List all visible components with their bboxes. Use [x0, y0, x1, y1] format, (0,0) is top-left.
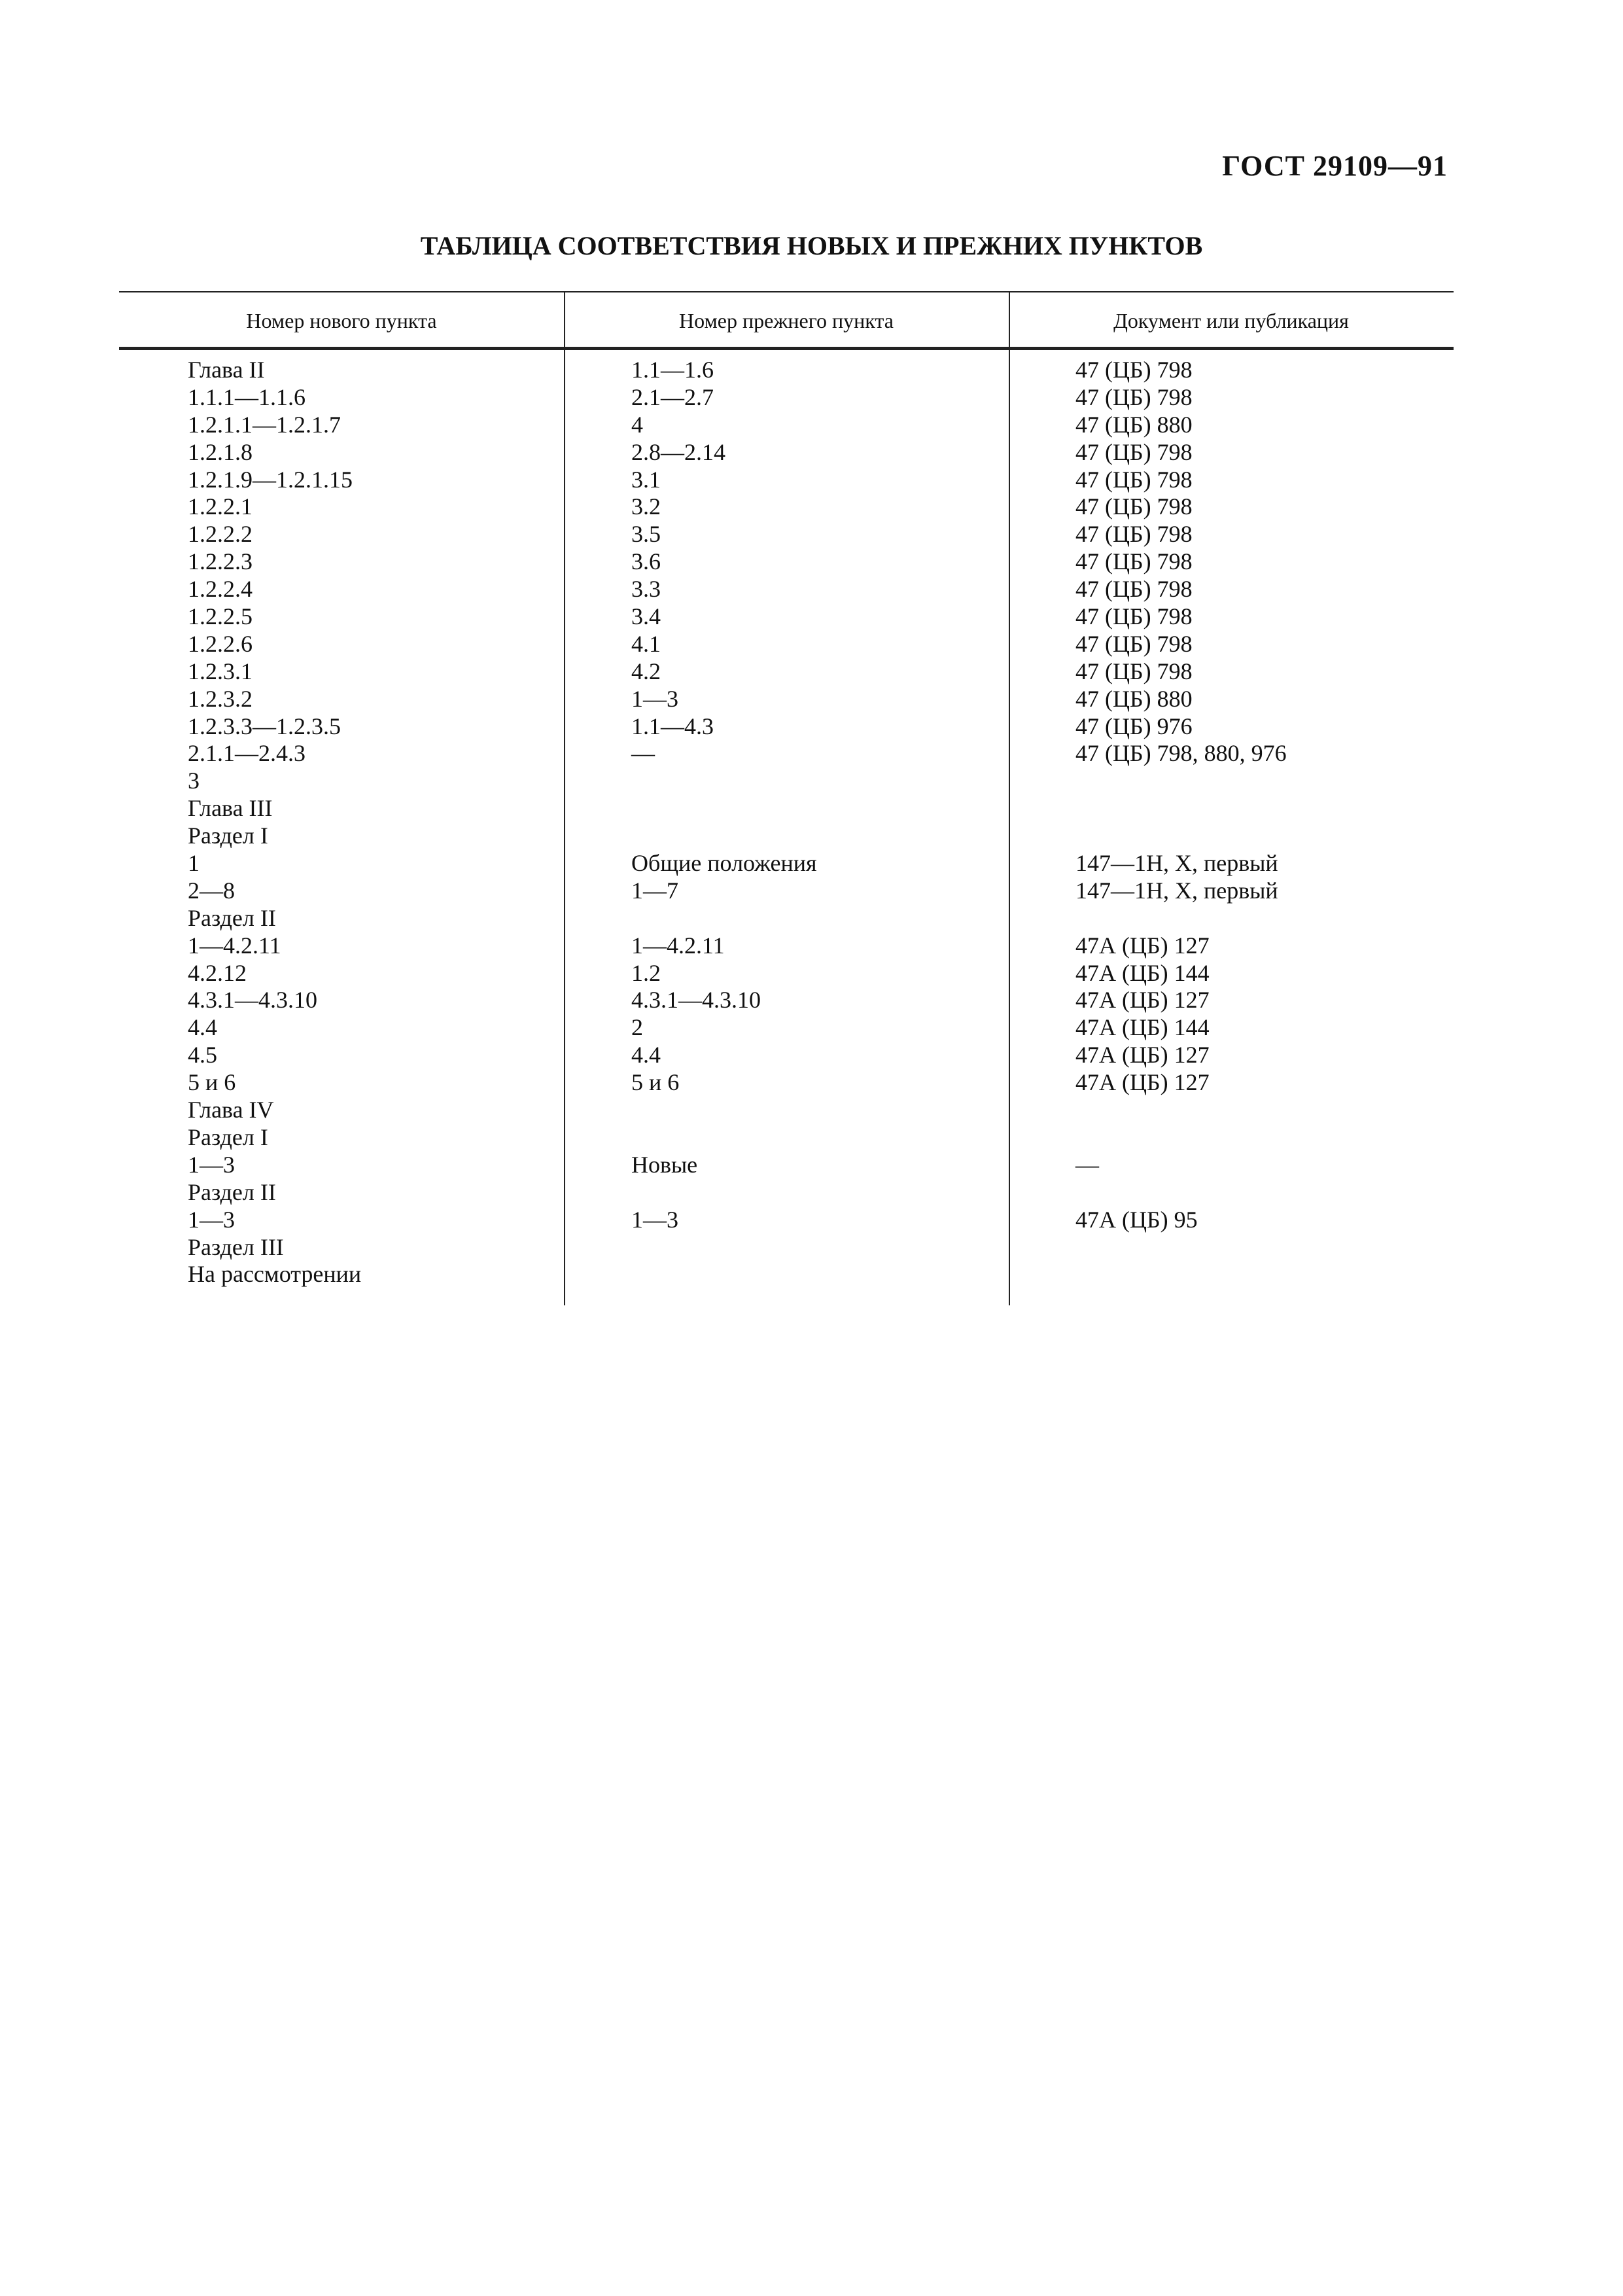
- table-row: [119, 1234, 1454, 1262]
- cell-document: 47А (ЦБ) 95: [1075, 1206, 1198, 1233]
- cell-old-item: 1.1—4.3: [631, 713, 714, 739]
- cell-document: 47 (ЦБ) 798: [1075, 603, 1193, 630]
- cell-old-item: —: [631, 740, 655, 767]
- cell-old-item: 1.1—1.6: [631, 357, 714, 383]
- cell-new-item: Раздел III: [188, 1233, 284, 1260]
- cell-new-item: 1.2.2.2: [188, 521, 253, 548]
- table-row: [119, 1097, 1454, 1124]
- cell-old-item: 1—3: [631, 1206, 678, 1233]
- column-header-document: Документ или публикация: [1113, 309, 1349, 332]
- cell-new-item: 4.4: [188, 1014, 217, 1041]
- cell-document: 47 (ЦБ) 798: [1075, 548, 1193, 575]
- cell-new-item: 1.2.3.2: [188, 685, 253, 712]
- table-row: [119, 686, 1454, 713]
- table-row: [119, 439, 1454, 467]
- cell-old-item: 3.6: [631, 548, 661, 575]
- cell-new-item: 4.3.1—4.3.10: [188, 987, 317, 1014]
- cell-document: 47А (ЦБ) 127: [1075, 1042, 1210, 1069]
- cell-old-item: 2: [631, 1014, 643, 1041]
- cell-document: 47 (ЦБ) 798: [1075, 493, 1193, 520]
- cell-old-item: 1—3: [631, 685, 678, 712]
- cell-new-item: Глава III: [188, 795, 273, 822]
- cell-document: 47А (ЦБ) 127: [1075, 932, 1210, 959]
- table-row: [119, 658, 1454, 686]
- cell-new-item: 1.2.2.1: [188, 493, 253, 520]
- cell-old-item: 1.2: [631, 959, 661, 986]
- cell-new-item: 1.2.1.9—1.2.1.15: [188, 466, 353, 493]
- cell-new-item: 1.2.3.3—1.2.3.5: [188, 713, 341, 739]
- table-row: [119, 932, 1454, 960]
- cell-old-item: 3.3: [631, 576, 661, 603]
- table-row: [119, 713, 1454, 741]
- table-row: [119, 357, 1454, 384]
- cell-new-item: 1.2.2.5: [188, 603, 253, 630]
- cell-new-item: 1.2.2.6: [188, 630, 253, 657]
- cell-old-item: Новые: [631, 1151, 698, 1178]
- cell-old-item: 3.5: [631, 521, 661, 548]
- cell-new-item: 1: [188, 850, 200, 877]
- cell-document: 47 (ЦБ) 976: [1075, 713, 1193, 739]
- cell-new-item: 4.2.12: [188, 959, 247, 986]
- cell-old-item: 3.1: [631, 466, 661, 493]
- table-row: [119, 905, 1454, 932]
- cell-document: 47 (ЦБ) 798, 880, 976: [1075, 740, 1287, 767]
- table-row: [119, 1152, 1454, 1179]
- cell-new-item: 2—8: [188, 877, 235, 904]
- cell-document: 47 (ЦБ) 880: [1075, 411, 1193, 438]
- table-row: [119, 576, 1454, 603]
- cell-old-item: 3.4: [631, 603, 661, 630]
- cell-document: 147—1Н, X, первый: [1075, 850, 1278, 877]
- table-body: [119, 350, 1454, 1288]
- table-row: [119, 631, 1454, 658]
- cell-new-item: Раздел II: [188, 1178, 276, 1205]
- cell-old-item: 4.3.1—4.3.10: [631, 987, 761, 1014]
- cell-old-item: 1—4.2.11: [631, 932, 725, 959]
- cell-new-item: 2.1.1—2.4.3: [188, 740, 305, 767]
- cell-document: —: [1075, 1151, 1099, 1178]
- cell-old-item: Общие положения: [631, 850, 817, 877]
- table-row: [119, 960, 1454, 987]
- table-row: [119, 493, 1454, 521]
- cell-old-item: 4.2: [631, 658, 661, 684]
- cell-new-item: 1.2.3.1: [188, 658, 253, 684]
- cell-new-item: 4.5: [188, 1042, 217, 1069]
- cell-new-item: Раздел II: [188, 904, 276, 931]
- table-row: [119, 1124, 1454, 1152]
- cell-document: 147—1Н, X, первый: [1075, 877, 1278, 904]
- table-row: [119, 1042, 1454, 1069]
- cell-new-item: 1.1.1—1.1.6: [188, 383, 305, 410]
- column-header-old-item: Номер прежнего пункта: [679, 309, 894, 332]
- table-row: [119, 1207, 1454, 1234]
- cell-old-item: 5 и 6: [631, 1069, 680, 1096]
- cell-old-item: 4: [631, 411, 643, 438]
- table-row: [119, 822, 1454, 850]
- table-row: [119, 603, 1454, 631]
- table-row: [119, 877, 1454, 905]
- cell-new-item: На рассмотрении: [188, 1261, 362, 1288]
- table-row: [119, 412, 1454, 439]
- cell-document: 47 (ЦБ) 798: [1075, 383, 1193, 410]
- cell-document: 47А (ЦБ) 144: [1075, 959, 1210, 986]
- cell-new-item: Раздел I: [188, 1123, 268, 1150]
- table-row: [119, 1069, 1454, 1097]
- standard-number: ГОСТ 29109—91: [1222, 150, 1448, 182]
- cell-document: 47А (ЦБ) 127: [1075, 987, 1210, 1014]
- cell-new-item: 1—3: [188, 1151, 235, 1178]
- cell-new-item: 3: [188, 768, 200, 794]
- cell-old-item: 4.4: [631, 1042, 661, 1069]
- cell-new-item: 1.2.2.3: [188, 548, 253, 575]
- cell-old-item: 4.1: [631, 630, 661, 657]
- cell-old-item: 2.8—2.14: [631, 438, 725, 465]
- cell-document: 47 (ЦБ) 798: [1075, 658, 1193, 684]
- cell-old-item: 2.1—2.7: [631, 383, 714, 410]
- cell-old-item: 3.2: [631, 493, 661, 520]
- cell-new-item: 5 и 6: [188, 1069, 236, 1096]
- table-row: [119, 768, 1454, 795]
- cell-document: 47 (ЦБ) 798: [1075, 438, 1193, 465]
- table-row: [119, 384, 1454, 412]
- cell-document: 47А (ЦБ) 127: [1075, 1069, 1210, 1096]
- table-row: [119, 795, 1454, 822]
- cell-document: 47 (ЦБ) 798: [1075, 630, 1193, 657]
- table-row: [119, 740, 1454, 768]
- cell-document: 47 (ЦБ) 798: [1075, 466, 1193, 493]
- cell-document: 47А (ЦБ) 144: [1075, 1014, 1210, 1041]
- cell-new-item: 1—4.2.11: [188, 932, 281, 959]
- table-row: [119, 1261, 1454, 1288]
- cell-new-item: 1.2.2.4: [188, 576, 253, 603]
- table-header: [119, 291, 1454, 350]
- cell-new-item: Глава IV: [188, 1097, 274, 1123]
- cell-document: 47 (ЦБ) 798: [1075, 357, 1193, 383]
- table-row: [119, 1179, 1454, 1207]
- column-header-new-item: Номер нового пункта: [246, 309, 437, 332]
- cell-new-item: 1—3: [188, 1206, 235, 1233]
- table-row: [119, 987, 1454, 1014]
- table-row: [119, 1014, 1454, 1042]
- correspondence-table: [119, 291, 1454, 1288]
- table-row: [119, 467, 1454, 494]
- document-title: ТАБЛИЦА СООТВЕТСТВИЯ НОВЫХ И ПРЕЖНИХ ПУНКТОВ: [420, 231, 1203, 260]
- cell-old-item: 1—7: [631, 877, 678, 904]
- table-row: [119, 521, 1454, 548]
- cell-document: 47 (ЦБ) 798: [1075, 521, 1193, 548]
- table-row: [119, 850, 1454, 877]
- cell-new-item: Раздел I: [188, 822, 268, 849]
- cell-new-item: 1.2.1.8: [188, 438, 253, 465]
- cell-new-item: 1.2.1.1—1.2.1.7: [188, 411, 341, 438]
- cell-document: 47 (ЦБ) 880: [1075, 685, 1193, 712]
- cell-new-item: Глава II: [188, 357, 265, 383]
- table-row: [119, 548, 1454, 576]
- cell-document: 47 (ЦБ) 798: [1075, 576, 1193, 603]
